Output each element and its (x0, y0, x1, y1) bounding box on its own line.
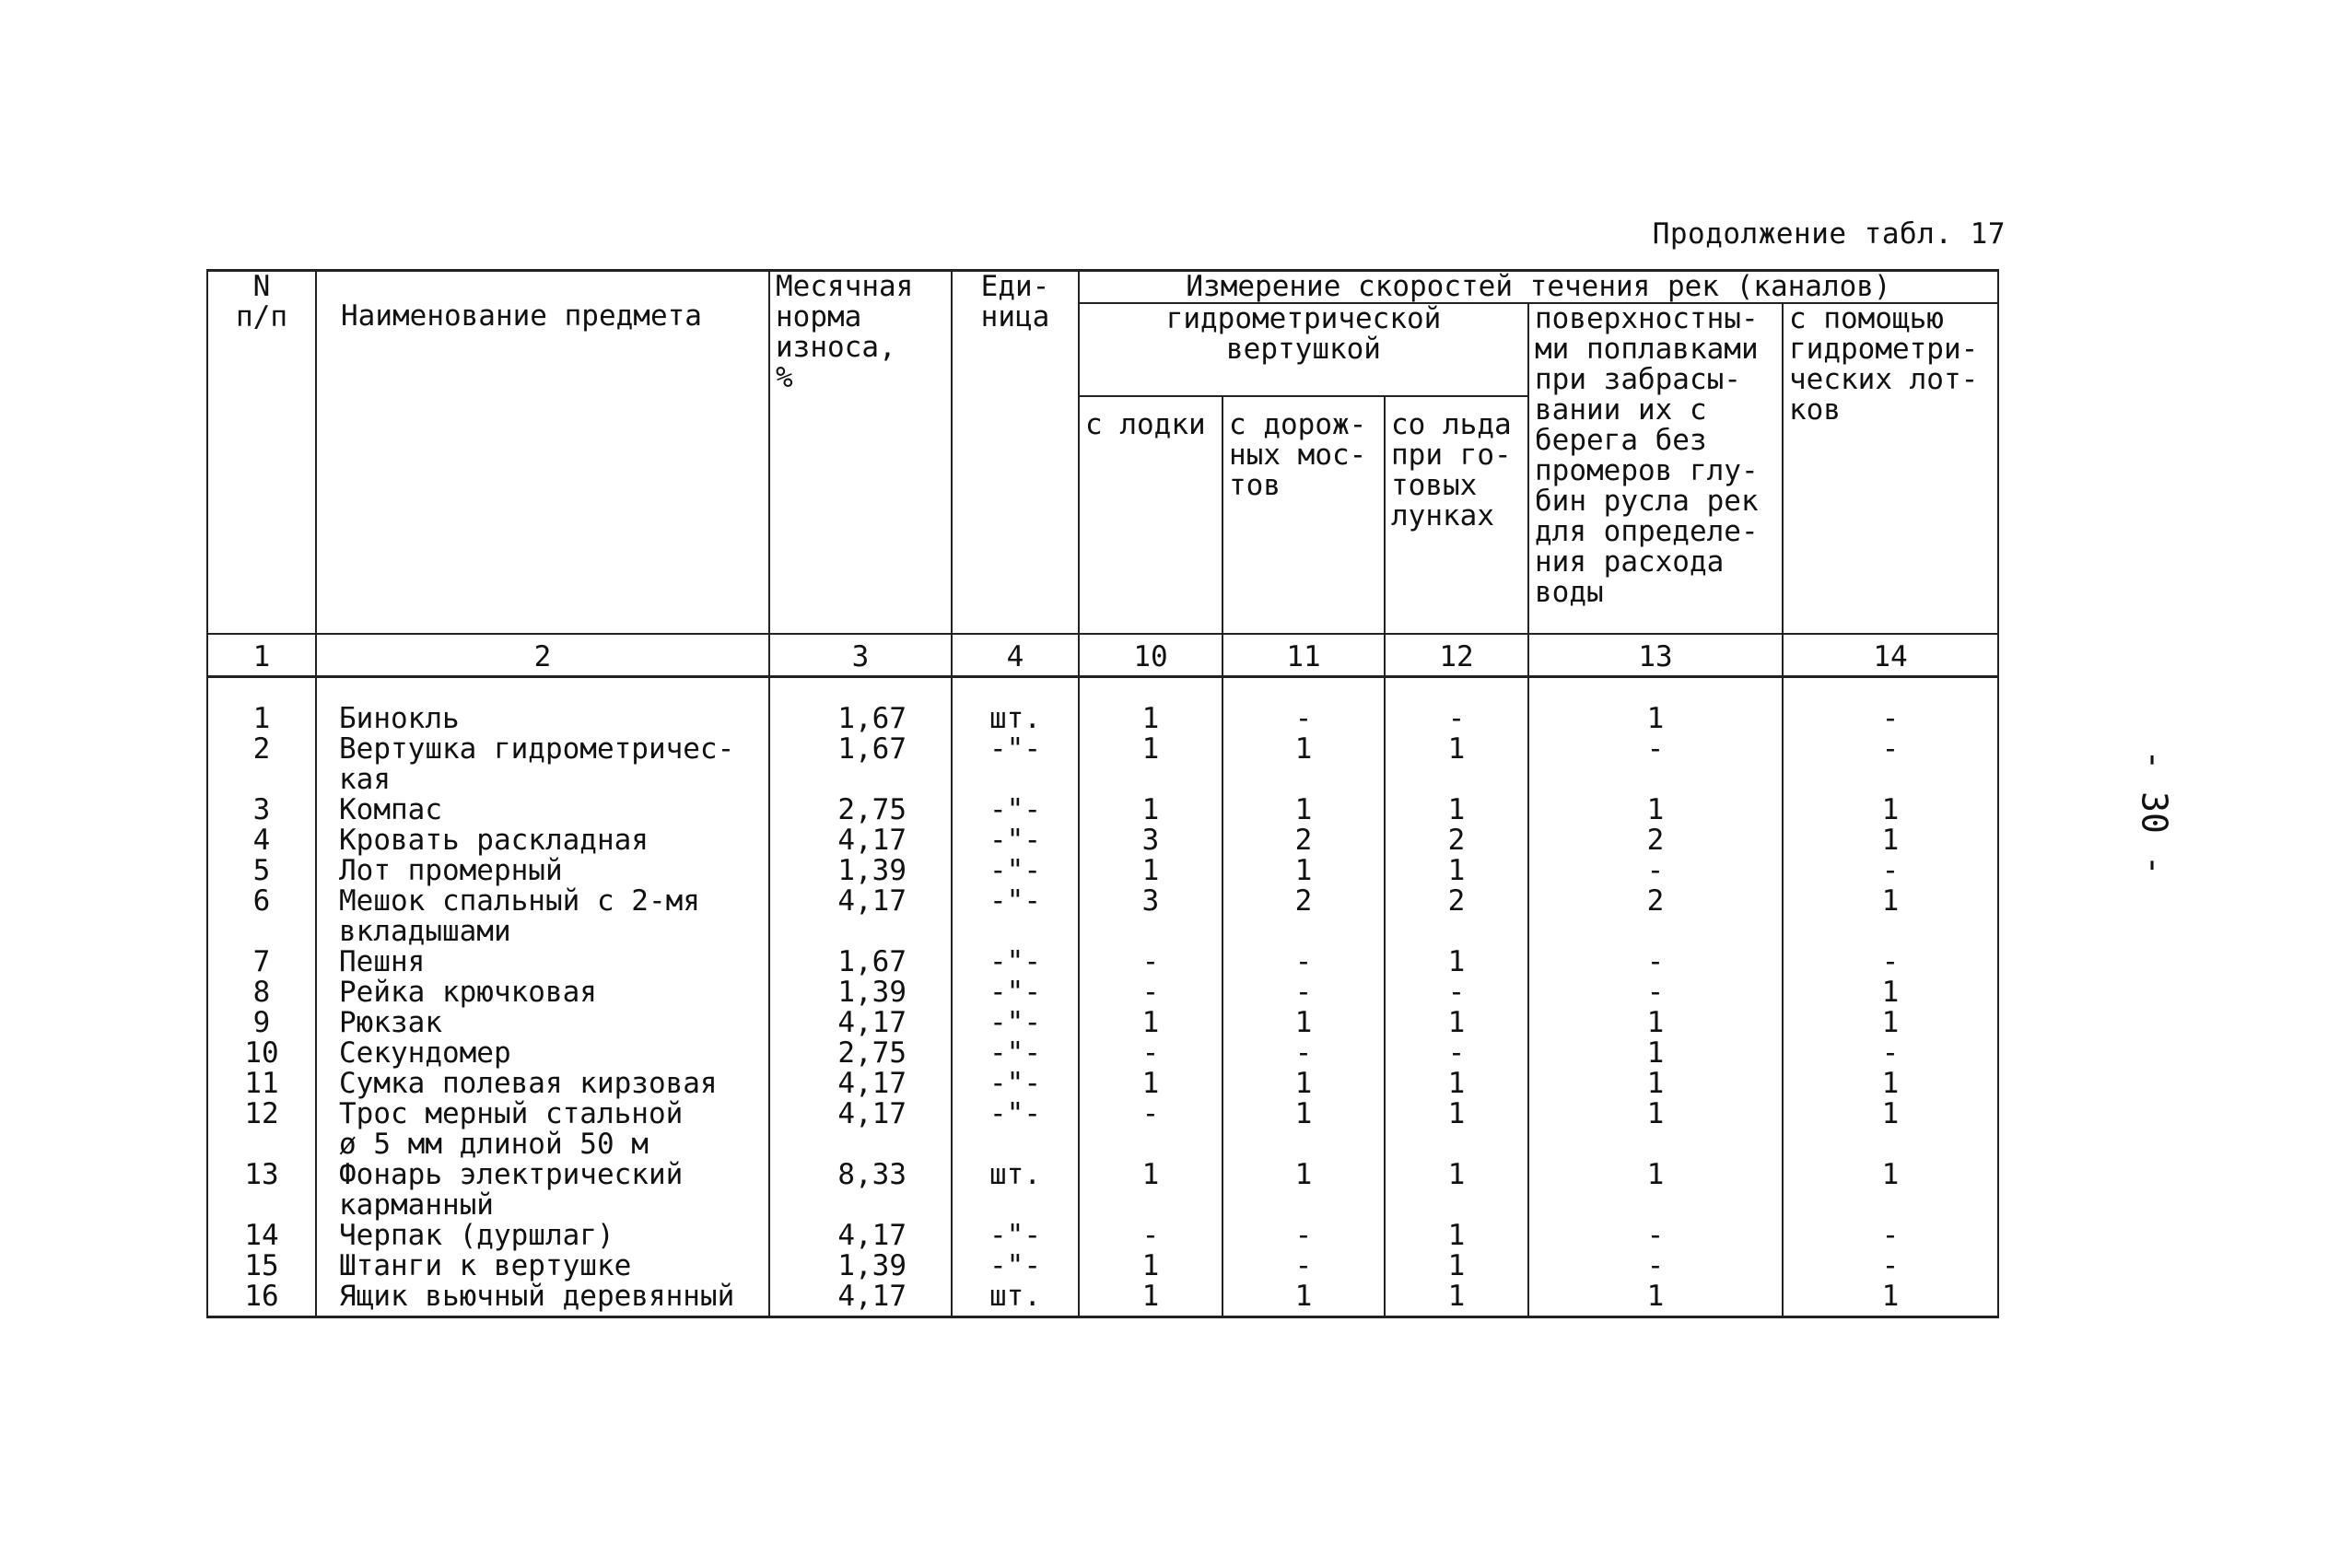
unit: -"- (952, 977, 1079, 1008)
item-name: Пешня (316, 947, 769, 977)
qty-trays: - (1783, 1038, 1998, 1069)
unit: шт. (952, 704, 1079, 734)
header-bridge: с дорож- ных мос- тов (1222, 396, 1385, 634)
row-number: 12 (207, 1099, 316, 1160)
unit: -"- (952, 947, 1079, 977)
table-caption: Продолжение табл. 17 (1652, 217, 2006, 251)
qty-trays: 1 (1783, 1281, 1998, 1317)
qty-ice: 1 (1385, 734, 1528, 795)
item-name: Лот промерный (316, 856, 769, 886)
unit: -"- (952, 1221, 1079, 1251)
qty-ice: 1 (1385, 1281, 1528, 1317)
column-number: 14 (1783, 634, 1998, 677)
wear-norm: 1,67 (769, 704, 952, 734)
header-boat: с лодки (1079, 396, 1222, 634)
unit: -"- (952, 1099, 1079, 1160)
row-number: 4 (207, 825, 316, 856)
qty-floats: 1 (1528, 1099, 1783, 1160)
item-name: Компас (316, 795, 769, 825)
header-floats: поверхностны- ми поплавками при забрасы- вании их с берега без промеров глу- бин русла рек для определе- ния расхода воды (1528, 303, 1783, 634)
header-name: Наименование предмета (316, 271, 769, 635)
qty-floats: 1 (1528, 1069, 1783, 1099)
qty-bridge: 1 (1222, 856, 1385, 886)
qty-trays: 1 (1783, 1069, 1998, 1099)
column-number: 2 (316, 634, 769, 677)
page-number: - 30 - (2134, 749, 2175, 876)
wear-norm: 1,39 (769, 977, 952, 1008)
qty-ice: 1 (1385, 1069, 1528, 1099)
header-norm: Месячная норма износа, % (769, 271, 952, 635)
qty-trays: - (1783, 856, 1998, 886)
qty-trays: - (1783, 947, 1998, 977)
table-row (207, 734, 1998, 795)
item-name: Рюкзак (316, 1008, 769, 1038)
item-name: Черпак (дуршлаг) (316, 1221, 769, 1251)
unit: шт. (952, 1160, 1079, 1221)
unit: шт. (952, 1281, 1079, 1317)
unit: -"- (952, 1038, 1079, 1069)
row-number: 8 (207, 977, 316, 1008)
unit: -"- (952, 1008, 1079, 1038)
qty-trays: 1 (1783, 825, 1998, 856)
header-group-title: Измерение скоростей течения рек (каналов) (1079, 271, 1998, 304)
qty-floats: 1 (1528, 1038, 1783, 1069)
qty-trays: - (1783, 704, 1998, 734)
table-row (207, 704, 1998, 734)
qty-bridge: 1 (1222, 1099, 1385, 1160)
qty-ice: 1 (1385, 1251, 1528, 1281)
qty-boat: 1 (1079, 704, 1222, 734)
wear-norm: 2,75 (769, 1038, 952, 1069)
item-name: Бинокль (316, 704, 769, 734)
row-number: 1 (207, 704, 316, 734)
qty-bridge: 1 (1222, 795, 1385, 825)
header-unit: Еди- ница (952, 271, 1079, 635)
qty-ice: 1 (1385, 947, 1528, 977)
item-name: Фонарь электрический карманный (316, 1160, 769, 1221)
qty-boat: 3 (1079, 825, 1222, 856)
item-name: Штанги к вертушке (316, 1251, 769, 1281)
row-number: 13 (207, 1160, 316, 1221)
unit: -"- (952, 1251, 1079, 1281)
item-name: Секундомер (316, 1038, 769, 1069)
qty-boat: 3 (1079, 886, 1222, 947)
item-name: Мешок спальный с 2-мя вкладышами (316, 886, 769, 947)
qty-ice: 1 (1385, 1008, 1528, 1038)
unit: -"- (952, 1069, 1079, 1099)
item-name: Рейка крючковая (316, 977, 769, 1008)
table-row (207, 1251, 1998, 1281)
qty-ice: - (1385, 977, 1528, 1008)
row-number: 2 (207, 734, 316, 795)
qty-ice: 1 (1385, 1221, 1528, 1251)
unit: -"- (952, 825, 1079, 856)
qty-floats: - (1528, 1251, 1783, 1281)
table-row (207, 1281, 1998, 1317)
unit: -"- (952, 856, 1079, 886)
qty-boat: 1 (1079, 1160, 1222, 1221)
qty-bridge: - (1222, 1038, 1385, 1069)
row-number: 10 (207, 1038, 316, 1069)
wear-norm: 4,17 (769, 1281, 952, 1317)
wear-norm: 1,39 (769, 1251, 952, 1281)
qty-boat: 1 (1079, 1008, 1222, 1038)
qty-boat: - (1079, 947, 1222, 977)
column-number: 13 (1528, 634, 1783, 677)
item-name: Трос мерный стальной ø 5 мм длиной 50 м (316, 1099, 769, 1160)
qty-bridge: - (1222, 704, 1385, 734)
wear-norm: 4,17 (769, 1069, 952, 1099)
table-row (207, 1221, 1998, 1251)
qty-trays: 1 (1783, 886, 1998, 947)
qty-floats: 1 (1528, 1281, 1783, 1317)
qty-ice: 1 (1385, 1160, 1528, 1221)
qty-trays: 1 (1783, 1160, 1998, 1221)
qty-bridge: 1 (1222, 1008, 1385, 1038)
qty-boat: 1 (1079, 734, 1222, 795)
qty-boat: - (1079, 977, 1222, 1008)
table-row (207, 1069, 1998, 1099)
table-row (207, 977, 1998, 1008)
qty-floats: - (1528, 734, 1783, 795)
qty-trays: - (1783, 734, 1998, 795)
wear-norm: 4,17 (769, 825, 952, 856)
table-row (207, 795, 1998, 825)
qty-bridge: 1 (1222, 1160, 1385, 1221)
qty-trays: 1 (1783, 977, 1998, 1008)
qty-ice: - (1385, 1038, 1528, 1069)
column-number: 12 (1385, 634, 1528, 677)
row-number: 7 (207, 947, 316, 977)
item-name: Ящик вьючный деревянный (316, 1281, 769, 1317)
qty-boat: 1 (1079, 856, 1222, 886)
qty-trays: 1 (1783, 1099, 1998, 1160)
qty-bridge: - (1222, 1251, 1385, 1281)
qty-ice: 2 (1385, 825, 1528, 856)
header-trays: с помощью гидрометри- ческих лот- ков (1783, 303, 1998, 634)
qty-bridge: 1 (1222, 1069, 1385, 1099)
qty-floats: 1 (1528, 1160, 1783, 1221)
row-number: 5 (207, 856, 316, 886)
qty-floats: 1 (1528, 795, 1783, 825)
item-name: Вертушка гидрометричес- кая (316, 734, 769, 795)
wear-norm: 1,67 (769, 734, 952, 795)
wear-norm: 4,17 (769, 886, 952, 947)
qty-floats: - (1528, 947, 1783, 977)
qty-boat: 1 (1079, 1069, 1222, 1099)
table-row (207, 856, 1998, 886)
table-row (207, 1099, 1998, 1160)
qty-trays: - (1783, 1221, 1998, 1251)
qty-trays: 1 (1783, 795, 1998, 825)
qty-floats: 1 (1528, 704, 1783, 734)
wear-norm: 8,33 (769, 1160, 952, 1221)
wear-norm: 2,75 (769, 795, 952, 825)
wear-norm: 4,17 (769, 1099, 952, 1160)
qty-floats: - (1528, 1221, 1783, 1251)
qty-ice: - (1385, 704, 1528, 734)
table-row (207, 1160, 1998, 1221)
header-num: N п/п (207, 271, 316, 635)
table-row (207, 825, 1998, 856)
row-number: 6 (207, 886, 316, 947)
qty-ice: 1 (1385, 795, 1528, 825)
qty-floats: - (1528, 977, 1783, 1008)
table-row (207, 1008, 1998, 1038)
qty-boat: - (1079, 1221, 1222, 1251)
header-ice: со льда при го- товых лунках (1385, 396, 1528, 634)
qty-floats: - (1528, 856, 1783, 886)
table-row (207, 886, 1998, 947)
row-number: 15 (207, 1251, 316, 1281)
row-number: 3 (207, 795, 316, 825)
qty-floats: 2 (1528, 825, 1783, 856)
column-number: 1 (207, 634, 316, 677)
qty-floats: 2 (1528, 886, 1783, 947)
qty-bridge: - (1222, 1221, 1385, 1251)
item-name: Кровать раскладная (316, 825, 769, 856)
qty-ice: 1 (1385, 1099, 1528, 1160)
qty-trays: 1 (1783, 1008, 1998, 1038)
equipment-norms-table (206, 269, 1999, 1318)
unit: -"- (952, 886, 1079, 947)
column-number: 3 (769, 634, 952, 677)
qty-bridge: - (1222, 977, 1385, 1008)
qty-bridge: 2 (1222, 886, 1385, 947)
column-number: 11 (1222, 634, 1385, 677)
column-number: 10 (1079, 634, 1222, 677)
qty-boat: 1 (1079, 1251, 1222, 1281)
qty-boat: - (1079, 1099, 1222, 1160)
qty-bridge: 1 (1222, 1281, 1385, 1317)
qty-boat: - (1079, 1038, 1222, 1069)
wear-norm: 1,39 (769, 856, 952, 886)
qty-trays: - (1783, 1251, 1998, 1281)
qty-boat: 1 (1079, 795, 1222, 825)
column-number: 4 (952, 634, 1079, 677)
table-row (207, 1038, 1998, 1069)
table-row (207, 947, 1998, 977)
qty-ice: 2 (1385, 886, 1528, 947)
qty-boat: 1 (1079, 1281, 1222, 1317)
qty-bridge: - (1222, 947, 1385, 977)
unit: -"- (952, 734, 1079, 795)
row-number: 11 (207, 1069, 316, 1099)
qty-bridge: 1 (1222, 734, 1385, 795)
row-number: 9 (207, 1008, 316, 1038)
qty-bridge: 2 (1222, 825, 1385, 856)
wear-norm: 1,67 (769, 947, 952, 977)
wear-norm: 4,17 (769, 1008, 952, 1038)
unit: -"- (952, 795, 1079, 825)
qty-floats: 1 (1528, 1008, 1783, 1038)
row-number: 16 (207, 1281, 316, 1317)
wear-norm: 4,17 (769, 1221, 952, 1251)
item-name: Сумка полевая кирзовая (316, 1069, 769, 1099)
column-number-row (207, 634, 1998, 677)
qty-ice: 1 (1385, 856, 1528, 886)
row-number: 14 (207, 1221, 316, 1251)
header-subgroup-vertushka: гидрометрической вертушкой (1079, 303, 1528, 396)
